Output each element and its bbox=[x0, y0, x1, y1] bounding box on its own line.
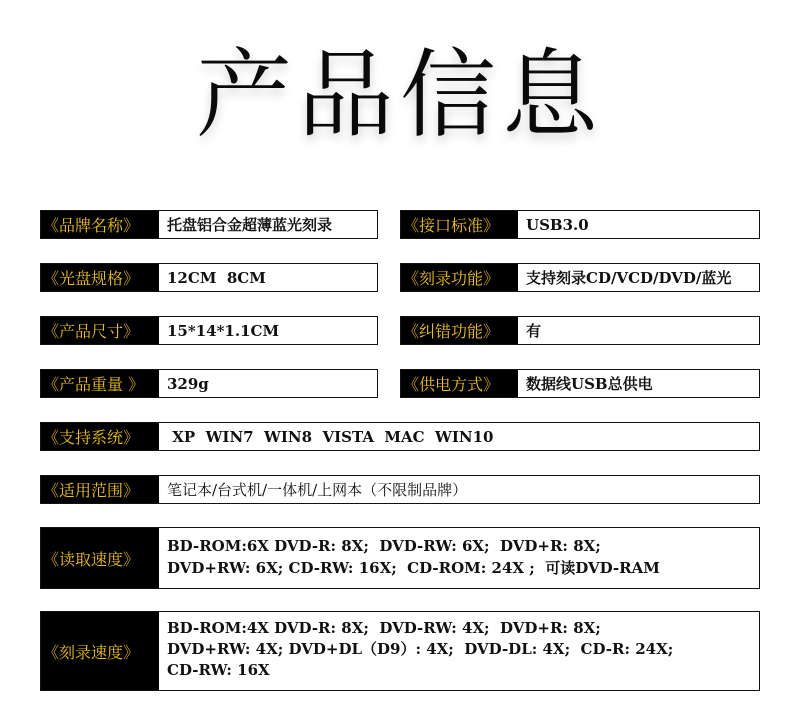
write-speed-line: BD-ROM:4X DVD-R: 8X; DVD-RW: 4X; DVD+R: 8X; bbox=[167, 619, 601, 637]
label-os: 《支持系统》 bbox=[41, 423, 159, 450]
page-title: 产品信息 bbox=[196, 39, 604, 151]
label-disc-spec: 《光盘规格》 bbox=[41, 264, 159, 291]
info-row-write-speed bbox=[40, 611, 760, 691]
label-burn-function: 《刻录功能》 bbox=[401, 264, 518, 291]
info-row-disc-spec bbox=[40, 263, 378, 292]
label-interface: 《接口标准》 bbox=[401, 211, 518, 238]
value-size: 15*14*1.1CM bbox=[167, 321, 280, 340]
value-weight: 329g bbox=[167, 374, 209, 393]
info-row-size bbox=[40, 316, 378, 345]
info-row-read-speed bbox=[40, 527, 760, 589]
info-row-weight bbox=[40, 369, 378, 398]
value-power: 数据线USB总供电 bbox=[526, 375, 653, 393]
label-error-correction: 《纠错功能》 bbox=[401, 317, 518, 344]
info-row-os bbox=[40, 422, 760, 451]
info-row-brand-name bbox=[40, 210, 378, 239]
label-read-speed: 《读取速度》 bbox=[41, 528, 159, 588]
value-usage: 笔记本/台式机/一体机/上网本（不限制品牌） bbox=[167, 481, 468, 499]
value-disc-spec: 12CM 8CM bbox=[167, 268, 266, 287]
read-speed-line: DVD+RW: 6X; CD-RW: 16X; CD-ROM: 24X ; 可读DVD-RAM bbox=[167, 559, 660, 577]
label-size: 《产品尺寸》 bbox=[41, 317, 159, 344]
value-brand-name: 托盘铝合金超薄蓝光刻录 bbox=[167, 216, 333, 234]
info-row-error-correction bbox=[400, 316, 760, 345]
write-speed-line: CD-RW: 16X bbox=[167, 661, 270, 679]
label-usage: 《适用范围》 bbox=[41, 476, 159, 503]
info-row-power bbox=[400, 369, 760, 398]
value-read-speed bbox=[159, 528, 759, 588]
value-write-speed bbox=[159, 612, 759, 690]
label-weight: 《产品重量 》 bbox=[41, 370, 159, 397]
value-error-correction: 有 bbox=[526, 322, 542, 340]
value-interface: USB3.0 bbox=[526, 215, 589, 234]
value-os: XP WIN7 WIN8 VISTA MAC WIN10 bbox=[167, 427, 494, 446]
label-write-speed: 《刻录速度》 bbox=[41, 612, 159, 690]
info-row-burn-function bbox=[400, 263, 760, 292]
info-row-interface bbox=[400, 210, 760, 239]
info-row-usage bbox=[40, 475, 760, 504]
write-speed-line: DVD+RW: 4X; DVD+DL（D9）: 4X; DVD-DL: 4X; CD-R: 24X; bbox=[167, 640, 674, 658]
read-speed-line: BD-ROM:6X DVD-R: 8X; DVD-RW: 6X; DVD+R: 8X; bbox=[167, 537, 601, 555]
label-brand-name: 《品牌名称》 bbox=[41, 211, 159, 238]
label-power: 《供电方式》 bbox=[401, 370, 518, 397]
value-burn-function: 支持刻录CD/VCD/DVD/蓝光 bbox=[526, 269, 732, 287]
